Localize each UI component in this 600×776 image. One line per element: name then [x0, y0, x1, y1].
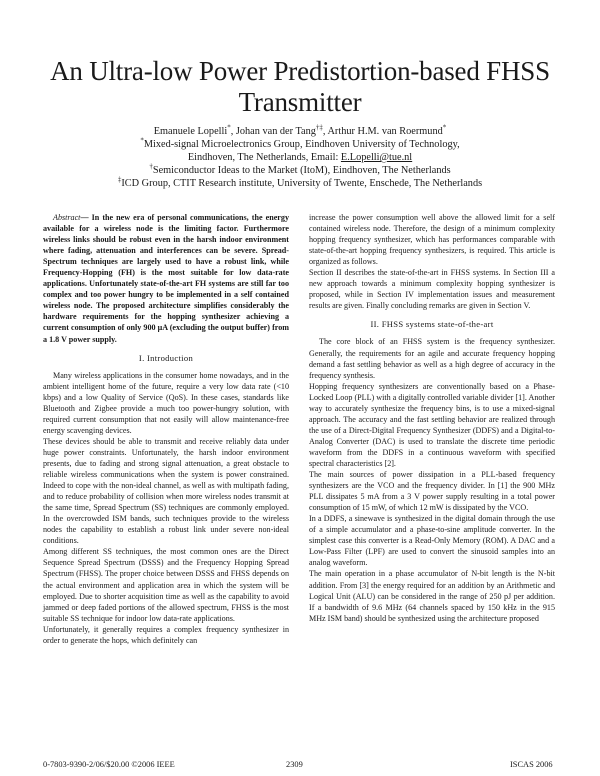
footer-conference: ISCAS 2006: [510, 760, 553, 769]
affiliation-1b: [40, 151, 560, 164]
paragraph: Unfortunately, it generally requires a complex frequency synthesizer in order to generate the hops, which definitely can: [43, 624, 289, 645]
paragraph: Many wireless applications in the consumer home nowadays, and in the ambient intelligent home of the future, require a very low data rate (<10 kbps) and a low Quality of Service (QoS). In these cases, standards like Bluetooth and Zigbee provide a much too power-hungry solution, with required current consumption that not easily will allow maintenance-free energy scavenging devices.: [43, 370, 289, 435]
footer-page-number: 2309: [286, 760, 303, 769]
author-name: Emanuele Lopelli: [153, 126, 228, 137]
affiliation-mark: ‡: [117, 175, 122, 184]
abstract: [43, 212, 289, 345]
paragraph: In a DDFS, a sinewave is synthesized in the digital domain through the use of a simple accumulator and a phase-to-sine amplitude converter. In the simplest case this converter is a Read-Only Memory (ROM). A DAC and a Low-Pass Filter (LPF) are used to convert the sinusoid samples into an analog waveform.: [309, 514, 555, 568]
author-mark: †‡: [315, 123, 323, 132]
section-heading-fhss: II. FHSS systems state-of-the-art: [370, 319, 494, 330]
affiliation-text: Mixed-signal Microelectronics Group, Eindhoven University of Technology,: [143, 139, 460, 150]
affiliation-mark: †: [149, 162, 153, 171]
abstract-text: — In the new era of personal communications, the energy available for a wireless node is the limiting factor. Furthermore wireless links should be robust even in the harsh indoor environment where fading, attenuation and interferences can be severe. Spread-Spectrum techniques are largely used to have a robust link, while Frequency-Hopping (FH) is the most suitable for low data-rate applications. Unfortunately state-of-the-art FH systems are still far too complex and too power hungry to be implemented in a self contained wireless node. The proposed architecture simplifies considerably the hardware requirements for the hopping synthesizer achieving a current consumption of only 900 μA (excluding the output buffer) from a 1.8 V power supply.: [43, 213, 289, 344]
paragraph: Section II describes the state-of-the-art in FHSS systems. In Section III a new approach towards a minimum complexity hopping synthesizer is proposed, while in Section IV implementation issues and measurement results are given. Finally concluding remarks are given in Section V.: [309, 268, 555, 311]
footer-copyright: 0-7803-9390-2/06/$20.00 ©2006 IEEE: [43, 760, 175, 769]
affiliation-1: [40, 138, 560, 151]
affiliation-text: ICD Group, CTIT Research institute, University of Twente, Enschede, The Netherlands: [121, 178, 483, 189]
abstract-label: Abstract: [53, 213, 81, 222]
author-name: Arthur H.M. van Roermund: [327, 126, 443, 137]
section-heading-introduction: I. Introduction: [138, 352, 194, 363]
affiliation-text: Eindhoven, The Netherlands, Email:: [187, 152, 341, 163]
author-mark: *: [227, 123, 231, 132]
paragraph: Hopping frequency synthesizers are conventionally based on a Phase-Locked Loop (PLL) with a digitally controlled variable divider [1]. Another way to accurately synthesize the frequency bins, is to use a mixed-signal approach. The accuracy and the fast settling behavior are realized through the use of a Direct-Digital Frequency Synthesizer (DDFS) and a Digital-to-Analog Converter (DAC) is used to translate the discrete time periodic waveform from the DDFS in a continuous waveform with specified spectral characteristics [2].: [309, 381, 555, 468]
affiliation-text: Semiconductor Ideas to the Market (ItoM), Eindhoven, The Netherlands: [152, 165, 451, 176]
paper-title: An Ultra-low Power Predistortion-based FHSS Transmitter: [50, 56, 550, 117]
email-link[interactable]: E.Lopelli@tue.nl: [340, 152, 413, 163]
author-mark: *: [442, 123, 447, 132]
paragraph: The main operation in a phase accumulator of N-bit length is the N-bit addition. From [3] the energy required for an addition by an Arithmetic and Logical Unit (ALU) can be considered in the range of 250 pJ per addition. If a bandwidth of 9.6 MHz (64 channels spaced by 150 kHz in the 915 MHz ISM band) should be synthesized using the architecture proposed: [309, 569, 555, 623]
author-name: Johan van der Tang: [235, 126, 316, 137]
paragraph: increase the power consumption well above the allowed limit for a self contained wireless node. Therefore, the design of a minimum complexity hopping frequency synthesizer, which has performances comparable with state-of-the-art hopping frequency synthesizers, is required. This article is organized as follows.: [309, 213, 555, 267]
affiliation-mark: *: [140, 136, 144, 145]
paragraph: The core block of an FHSS system is the frequency synthesizer. Generally, the requirements for an agile and accurate frequency hopping demand a fast settling behavior as well as a high degree of accuracy in the frequency synthesis.: [309, 337, 555, 380]
right-column: [309, 212, 555, 624]
paragraph: The main sources of power dissipation in a PLL-based frequency synthesizers are the VCO and the frequency divider. In [1] the 900 MHz PLL dissipates 5 mA from a 3 V power supply resulting in a total power consumption of 15 mW, of which 12 mW is dissipated by the VCO.: [309, 470, 555, 513]
affiliation-3: [40, 177, 560, 190]
author-names: Emanuele Lopelli*, Johan van der Tang†‡, Arthur H.M. van Roermund*: [153, 123, 447, 137]
paragraph: These devices should be able to transmit and receive reliably data under huge power constraints. Unfortunately, the harsh indoor environment presents, due to fading and strong signal attenuation, a great obstacle to reliable wireless communications when the system is power constrained. Indeed to cope with the non-ideal channel, as well as with multipath fading, and to reduce probability of collision when more wireless nodes transmit at the same time, Spread Spectrum (SS) techniques are commonly employed. In the overcrowded ISM bands, such techniques provide to the wireless nodes the capability to establish a robust link under severe non-ideal conditions.: [43, 436, 289, 546]
paragraph: Among different SS techniques, the most common ones are the Direct Sequence Spread Spectrum (DSSS) and the Frequency Hopping Spread Spectrum (FHSS). The proper choice between DSSS and FHSS depends on the actual environment and application area in which the system will be employed. Due to shorter acquisition time as well as the capability to avoid jammed or deep faded portions of the allowed spectrum, FHSS is the most suitable SS technique for indoor low data-rate applications.: [43, 547, 289, 623]
left-column: [43, 212, 289, 646]
author-block: [40, 125, 560, 190]
